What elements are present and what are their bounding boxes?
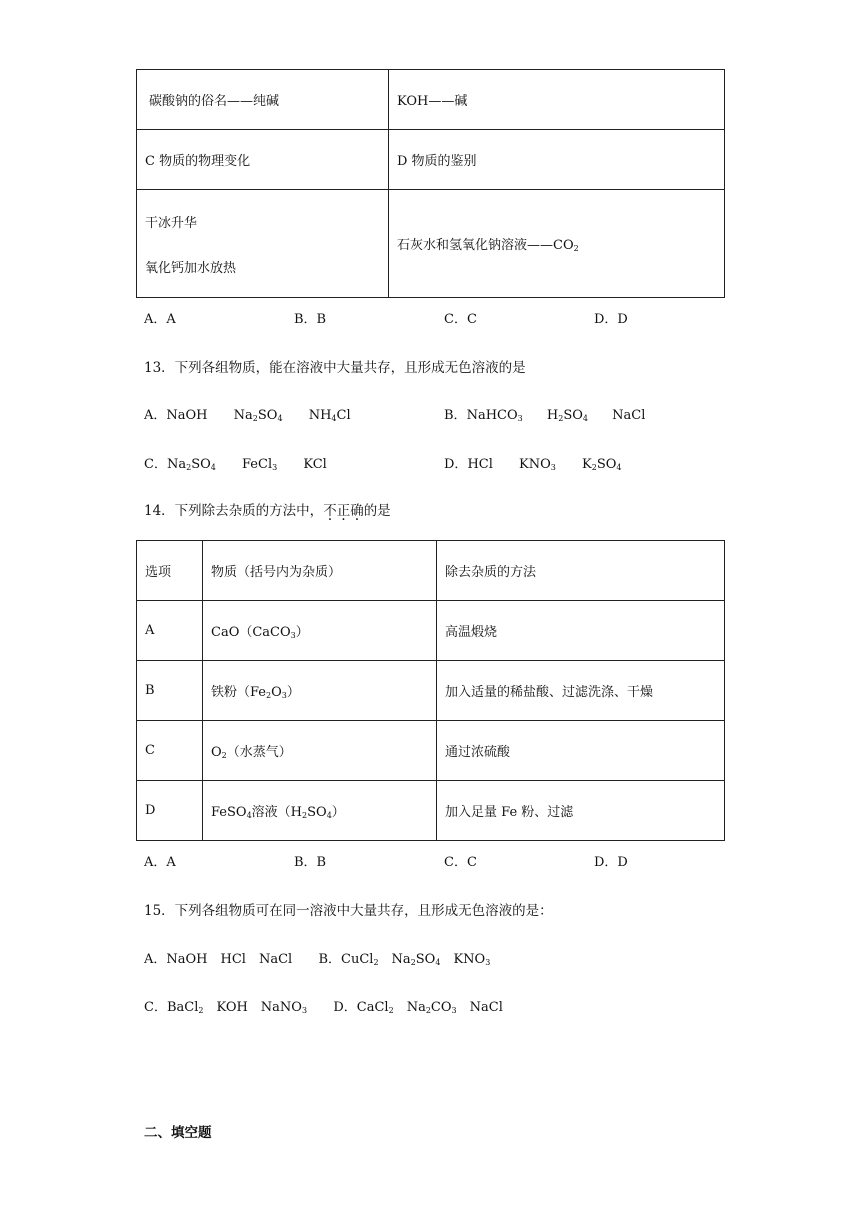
formula: SO bbox=[191, 457, 211, 472]
formula-sub: 4 bbox=[435, 958, 441, 967]
formula: O bbox=[271, 685, 282, 700]
formula: CaO（CaCO bbox=[211, 625, 291, 640]
formula: NaOH bbox=[166, 408, 208, 423]
formula: Na bbox=[393, 1000, 426, 1015]
stem-text: 的是 bbox=[363, 503, 391, 519]
formula: FeCl bbox=[242, 457, 273, 472]
q14-substance bbox=[203, 601, 437, 661]
formula: ） bbox=[286, 685, 300, 700]
q12-sub: 2 bbox=[573, 244, 579, 253]
q14-option-b[interactable]: B．B bbox=[294, 855, 327, 870]
q14-stem bbox=[144, 499, 391, 519]
q12-cell: KOH——碱 bbox=[389, 70, 725, 130]
formula: B．CuCl bbox=[318, 952, 374, 967]
emphasis-char: 正 bbox=[336, 503, 351, 519]
q12-cell bbox=[389, 190, 725, 298]
formula: ） bbox=[295, 625, 309, 640]
q14-option-d[interactable]: D．D bbox=[594, 855, 628, 870]
q12-option-d[interactable]: D．D bbox=[594, 312, 628, 327]
q13-stem: 13．下列各组物质，能在溶液中大量共存，且形成无色溶液的是 bbox=[144, 360, 526, 376]
q12-option-c[interactable]: C．C bbox=[444, 312, 477, 327]
formula-sub: 2 bbox=[410, 958, 416, 967]
formula-sub: 3 bbox=[550, 463, 556, 472]
formula: K bbox=[582, 457, 592, 472]
formula: NaCl bbox=[456, 1000, 503, 1015]
formula: Na bbox=[233, 408, 253, 423]
formula: ） bbox=[331, 805, 345, 820]
formula-sub: 3 bbox=[517, 414, 523, 423]
formula-sub: 3 bbox=[451, 1006, 457, 1015]
formula: SO bbox=[307, 805, 327, 820]
formula: C．BaCl bbox=[144, 1000, 199, 1015]
formula: NaCl bbox=[612, 408, 646, 423]
formula: Cl bbox=[336, 408, 351, 423]
q14-header: 选项 bbox=[137, 541, 203, 601]
formula: CO bbox=[430, 1000, 452, 1015]
q12-cell: D 物质的鉴别 bbox=[389, 130, 725, 190]
table-row bbox=[137, 721, 725, 781]
q14-opt: C bbox=[137, 721, 203, 781]
q14-header: 物质（括号内为杂质） bbox=[203, 541, 437, 601]
option-label: B． bbox=[444, 408, 467, 423]
q14-option-c[interactable]: C．C bbox=[444, 855, 477, 870]
q12-cell bbox=[137, 190, 389, 298]
q12-line: 干冰升华 bbox=[145, 215, 198, 231]
formula-sub: 2 bbox=[558, 414, 564, 423]
formula: SO bbox=[415, 952, 436, 967]
formula: KNO bbox=[440, 952, 486, 967]
formula: D．CaCl bbox=[333, 1000, 389, 1015]
formula-sub: 2 bbox=[302, 811, 308, 820]
formula: NH bbox=[308, 408, 332, 423]
option-label: A． bbox=[144, 408, 167, 423]
stem-text: 14．下列除去杂质的方法中， bbox=[144, 503, 324, 519]
formula: 溶液（H bbox=[251, 805, 303, 820]
formula-sub: 3 bbox=[281, 691, 287, 700]
formula-sub: 3 bbox=[485, 958, 491, 967]
q14-table bbox=[136, 540, 725, 841]
q13-option-a[interactable] bbox=[144, 404, 351, 423]
option-label: C． bbox=[144, 457, 167, 472]
formula-sub: 2 bbox=[425, 1006, 431, 1015]
q15-line-1 bbox=[144, 948, 490, 967]
table-row bbox=[137, 661, 725, 721]
q14-method: 高温煅烧 bbox=[437, 601, 725, 661]
formula: NaHCO bbox=[466, 408, 518, 423]
q14-substance bbox=[203, 721, 437, 781]
q14-substance bbox=[203, 781, 437, 841]
q15-stem: 15．下列各组物质可在同一溶液中大量共存，且形成无色溶液的是： bbox=[144, 903, 553, 919]
q14-option-a[interactable]: A．A bbox=[144, 855, 176, 870]
q15-option-d[interactable] bbox=[333, 1000, 503, 1015]
formula: O bbox=[211, 745, 222, 760]
formula-sub: 2 bbox=[373, 958, 379, 967]
section-heading: 二、填空题 bbox=[144, 1125, 212, 1141]
formula-sub: 2 bbox=[252, 414, 258, 423]
formula-sub: 2 bbox=[186, 463, 192, 472]
table-row bbox=[137, 601, 725, 661]
formula-sub: 2 bbox=[388, 1006, 394, 1015]
q12-option-a[interactable]: A．A bbox=[144, 312, 176, 327]
formula: 铁粉（Fe bbox=[211, 685, 267, 700]
formula: HCl bbox=[467, 457, 493, 472]
formula: （水蒸气） bbox=[226, 745, 292, 760]
formula: H bbox=[546, 408, 559, 423]
q14-opt: A bbox=[137, 601, 203, 661]
formula-sub: 3 bbox=[301, 1006, 308, 1015]
formula-sub: 3 bbox=[272, 463, 278, 472]
q15-line-2 bbox=[144, 996, 503, 1015]
q12-line: 氧化钙加水放热 bbox=[145, 260, 237, 276]
q12-cell: 碳酸钠的俗名——纯碱 bbox=[137, 70, 389, 130]
q12-text: 石灰水和氢氧化钠溶液——CO bbox=[397, 238, 574, 253]
q12-table bbox=[136, 69, 725, 298]
formula: SO bbox=[596, 457, 617, 472]
q14-header: 除去杂质的方法 bbox=[437, 541, 725, 601]
formula: SO bbox=[563, 408, 583, 423]
q13-option-d[interactable] bbox=[444, 453, 622, 472]
formula: KCl bbox=[303, 457, 327, 472]
q14-method: 通过浓硫酸 bbox=[437, 721, 725, 781]
q13-option-b[interactable] bbox=[444, 404, 645, 423]
formula-sub: 3 bbox=[290, 631, 296, 640]
formula-sub: 4 bbox=[326, 811, 332, 820]
formula-sub: 4 bbox=[331, 414, 337, 423]
formula: SO bbox=[257, 408, 278, 423]
formula-sub: 4 bbox=[210, 463, 216, 472]
formula: KOH NaNO bbox=[203, 1000, 302, 1015]
q14-opt: B bbox=[137, 661, 203, 721]
q14-method: 加入足量 Fe 粉、过滤 bbox=[437, 781, 725, 841]
q14-substance bbox=[203, 661, 437, 721]
formula-sub: 4 bbox=[582, 414, 588, 423]
formula-sub: 4 bbox=[616, 463, 622, 472]
formula-sub: 4 bbox=[277, 414, 283, 423]
formula: KNO bbox=[519, 457, 551, 472]
q14-opt: D bbox=[137, 781, 203, 841]
formula-sub: 2 bbox=[591, 463, 597, 472]
formula: FeSO bbox=[211, 805, 247, 820]
formula: Na bbox=[166, 457, 187, 472]
emphasis-char: 不 bbox=[323, 503, 337, 519]
q12-cell: C 物质的物理变化 bbox=[137, 130, 389, 190]
emphasis-char: 确 bbox=[350, 503, 364, 519]
q13-option-c[interactable] bbox=[144, 453, 327, 472]
option-label: D． bbox=[444, 457, 468, 472]
formula-sub: 2 bbox=[198, 1006, 204, 1015]
q15-option-a[interactable]: A．NaOH HCl NaCl bbox=[144, 952, 293, 967]
q14-method: 加入适量的稀盐酸、过滤洗涤、干燥 bbox=[437, 661, 725, 721]
q15-option-c[interactable] bbox=[144, 1000, 307, 1015]
q15-option-b[interactable] bbox=[318, 952, 490, 967]
table-row bbox=[137, 781, 725, 841]
q12-option-b[interactable]: B．B bbox=[294, 312, 327, 327]
formula-sub: 2 bbox=[266, 691, 272, 700]
formula-sub: 2 bbox=[221, 751, 227, 760]
formula: Na bbox=[378, 952, 411, 967]
formula-sub: 4 bbox=[246, 811, 252, 820]
